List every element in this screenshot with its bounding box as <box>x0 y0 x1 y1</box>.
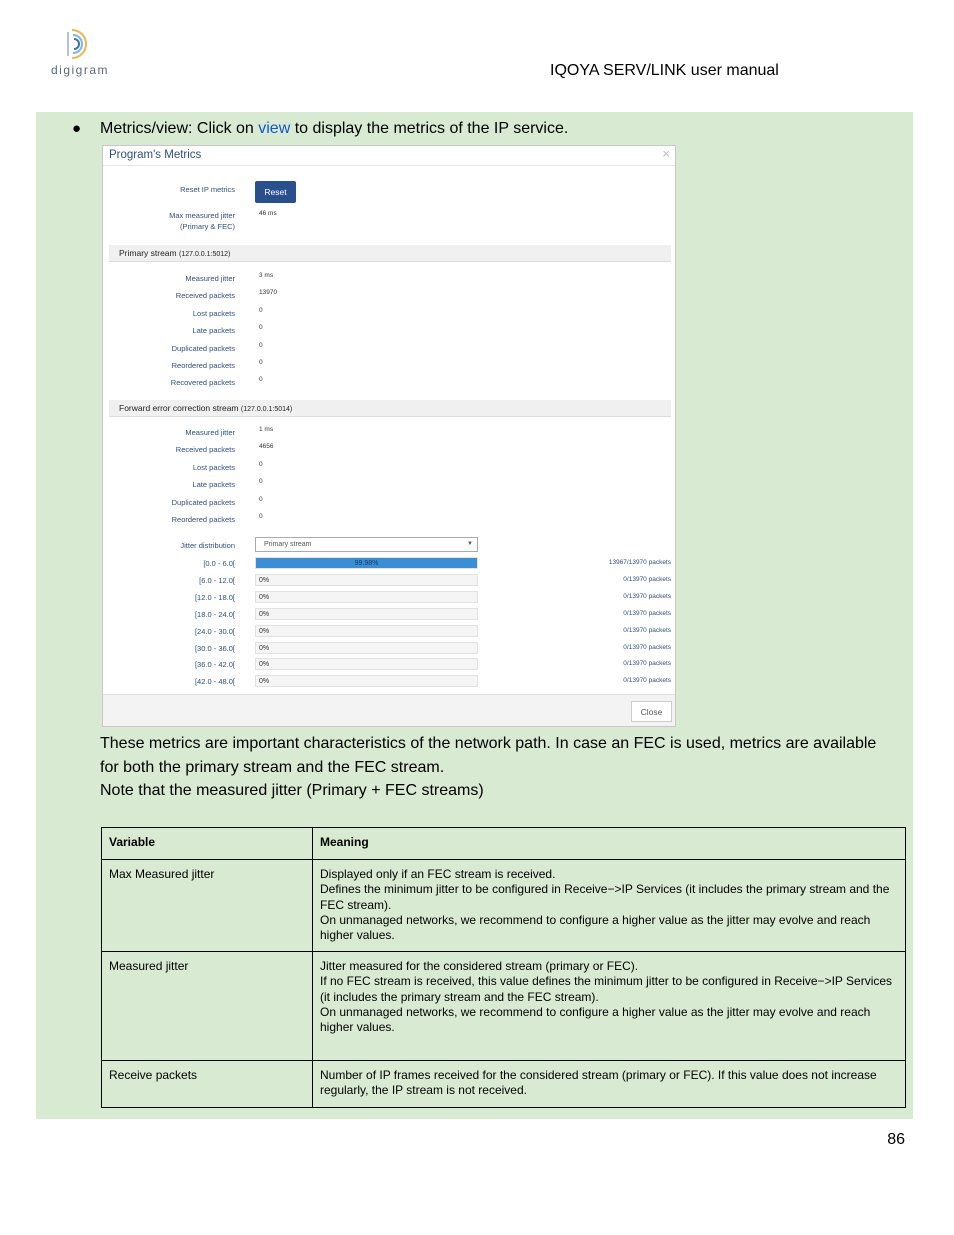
cell-meaning: Jitter measured for the considered stream (primary or FEC). If no FEC stream is received, this value defines the minimum jitter to be configured in Receive−>IP Services (it includes the primary stream and the FEC stream). On unmanaged networks, we recommend to configure a higher value as the jitter may evolve and reach higher values. <box>313 952 906 1061</box>
jitter-bin-bar <box>255 642 478 654</box>
cell-variable: Max Measured jitter <box>102 860 313 952</box>
jitter-bin-packets: 0/13970 packets <box>623 660 671 668</box>
primary-metric-label: Duplicated packets <box>171 343 235 353</box>
page-number: 86 <box>887 1131 905 1148</box>
dialog-title: Program's Metrics <box>109 149 202 161</box>
close-button[interactable]: Close <box>631 701 672 722</box>
view-link[interactable]: view <box>258 120 291 137</box>
jitter-bin-label: [0.0 - 6.0[ <box>203 559 235 568</box>
fec-metric-value: 4656 <box>259 443 274 451</box>
document-title: IQOYA SERV/LINK user manual <box>550 62 779 79</box>
digigram-logo-icon <box>64 26 98 62</box>
cell-meaning: Displayed only if an FEC stream is received. Defines the minimum jitter to be configured in Receive−>IP Services (it includes the primary stream and the FEC stream). On unmanaged networks, we recommend to configure a higher value as the jitter may evolve and reach higher values. <box>313 860 906 952</box>
metrics-dialog <box>102 145 676 727</box>
intro-text: Metrics/view: Click on view to display the metrics of the IP service. <box>100 120 569 137</box>
jitter-bin-packets: 0/13970 packets <box>623 677 671 685</box>
fec-metric-label: Received packets <box>175 445 235 455</box>
primary-metric-value: 3 ms <box>259 272 274 279</box>
primary-metric-label: Recovered packets <box>170 378 235 388</box>
fec-metric-value: 0 <box>259 460 263 468</box>
jitter-distribution-label: Jitter distribution <box>180 541 235 550</box>
jitter-bin-percent: 0% <box>259 678 270 686</box>
jitter-bin-bar <box>255 591 478 603</box>
chevron-down-icon: ▼ <box>467 541 473 547</box>
paragraph-metrics: These metrics are important characteristics of the network path. In case an FEC is used, metrics are available for both the primary stream and the FEC stream. <box>100 735 877 776</box>
jitter-bin-bar <box>255 557 478 569</box>
cell-variable: Measured jitter <box>102 952 313 1061</box>
max-jitter-value: 46 ms <box>259 210 277 217</box>
dialog-footer <box>103 694 675 726</box>
primary-stream-header: Primary stream (127.0.0.1:5012) <box>109 245 671 262</box>
fec-metric-value: 0 <box>259 495 263 503</box>
jitter-bin-packets: 0/13970 packets <box>623 575 671 583</box>
table-row <box>102 952 906 1061</box>
jitter-bin-percent: 0% <box>259 661 270 669</box>
jitter-bin-label: [12.0 - 18.0[ <box>194 592 235 602</box>
header-variable: Variable <box>102 828 313 860</box>
fec-metric-label: Lost packets <box>192 462 235 472</box>
jitter-bin-bar <box>255 608 478 620</box>
jitter-bin-label: [18.0 - 24.0[ <box>194 609 235 619</box>
jitter-bin-label: [30.0 - 36.0[ <box>194 643 235 653</box>
jitter-bin-percent: 0% <box>259 627 270 635</box>
table-row <box>102 1061 906 1108</box>
fec-metric-value: 0 <box>259 478 263 486</box>
jitter-bin-label: [42.0 - 48.0[ <box>194 677 235 687</box>
digigram-logo <box>50 26 112 78</box>
fec-metric-label: Measured jitter <box>185 428 235 437</box>
table-row <box>102 860 906 952</box>
reset-metrics-label: Reset IP metrics <box>180 185 235 194</box>
jitter-bin-percent: 0% <box>259 593 270 601</box>
jitter-bin-percent: 99.98% <box>354 560 379 567</box>
jitter-bin-percent: 0% <box>259 610 270 618</box>
jitter-bin-percent: 0% <box>259 576 270 584</box>
jitter-bin-percent: 0% <box>259 644 270 652</box>
primary-metric-value: 0 <box>259 376 263 384</box>
cell-meaning: Number of IP frames received for the considered stream (primary or FEC). If this value does not increase regularly, the IP stream is not received. <box>313 1061 906 1108</box>
jitter-bin-packets: 13967/13970 packets <box>608 559 671 566</box>
logo-text: digigram <box>51 63 110 77</box>
max-jitter-label: Max measured jitter (Primary & FEC) <box>169 211 235 231</box>
primary-metric-value: 13970 <box>259 289 278 297</box>
variables-table <box>101 827 906 1108</box>
jitter-bin-bar <box>255 574 478 586</box>
fec-metric-label: Late packets <box>192 480 235 490</box>
jitter-bin-label: [36.0 - 42.0[ <box>194 660 235 670</box>
fec-metric-label: Duplicated packets <box>171 497 235 507</box>
fec-metric-value: 0 <box>259 513 263 520</box>
primary-metric-label: Lost packets <box>192 308 235 318</box>
bullet-glyph: ● <box>72 120 82 137</box>
jitter-bin-packets: 0/13970 packets <box>623 626 671 634</box>
reset-button[interactable]: Reset <box>255 181 296 203</box>
primary-metric-label: Late packets <box>192 326 235 336</box>
jitter-bin-bar <box>255 658 478 670</box>
jitter-bin-packets: 0/13970 packets <box>623 592 671 600</box>
jitter-bin-label: [24.0 - 30.0[ <box>194 626 235 636</box>
fec-metric-value: 1 ms <box>259 426 274 433</box>
jitter-bin-label: [6.0 - 12.0[ <box>199 575 235 585</box>
primary-metric-value: 0 <box>259 341 263 349</box>
primary-metric-value: 0 <box>259 359 263 366</box>
primary-metric-value: 0 <box>259 306 263 314</box>
header-meaning: Meaning <box>313 828 906 860</box>
cell-variable: Receive packets <box>102 1061 313 1108</box>
jitter-bin-packets: 0/13970 packets <box>623 643 671 651</box>
jitter-bin-bar <box>255 625 478 637</box>
primary-metric-value: 0 <box>259 324 263 332</box>
dialog-close-icon[interactable]: × <box>662 146 670 161</box>
paragraph-note: Note that the measured jitter (Primary + FEC streams) <box>100 782 484 799</box>
divider <box>103 165 675 166</box>
primary-metric-label: Reordered packets <box>171 361 235 370</box>
fec-metric-label: Reordered packets <box>171 515 235 524</box>
jitter-stream-select[interactable]: Primary stream ▼ <box>255 537 478 552</box>
fec-stream-header: Forward error correction stream (127.0.0.1:5014) <box>109 400 671 417</box>
primary-metric-label: Received packets <box>175 291 235 301</box>
primary-metric-label: Measured jitter <box>185 274 235 283</box>
jitter-bin-packets: 0/13970 packets <box>623 609 671 617</box>
jitter-bin-bar <box>255 675 478 687</box>
table-header-row <box>102 828 906 860</box>
